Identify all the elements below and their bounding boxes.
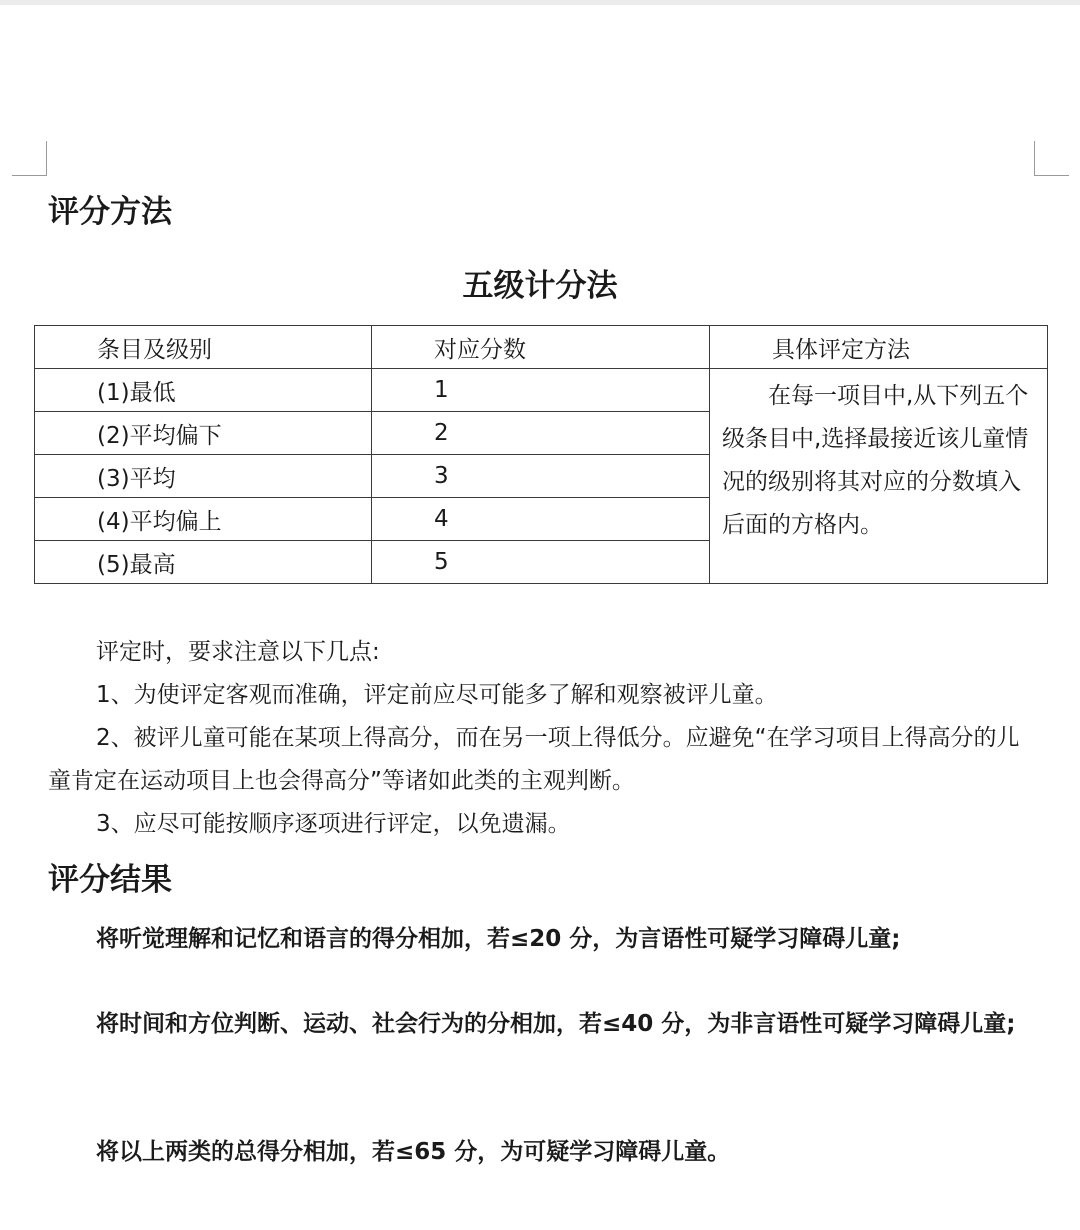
notes-intro: 评定时，要求注意以下几点:: [96, 639, 380, 665]
table-cell-level: (2)平均偏下: [35, 412, 372, 455]
table-header-row: [35, 326, 1048, 369]
table-row: [35, 369, 1048, 412]
section-heading-scoring-method: 评分方法: [48, 194, 172, 230]
result-item-1: 将听觉理解和记忆和语言的得分相加，若≤20 分，为言语性可疑学习障碍儿童;: [96, 926, 901, 952]
section-heading-scoring-results: 评分结果: [48, 862, 172, 898]
table-cell-score: 2: [372, 412, 710, 455]
table-header-method: 具体评定方法: [710, 326, 1048, 369]
scoring-table: [34, 325, 1048, 584]
table-cell-level: (1)最低: [35, 369, 372, 412]
page-corner-mark-left: [12, 141, 47, 176]
note-item-1: 1、为使评定客观而准确，评定前应尽可能多了解和观察被评儿童。: [96, 682, 778, 708]
table-cell-method-text: 在每一项目中,从下列五个级条目中,选择最接近该儿童情况的级别将其对应的分数填入后面的方格内。: [710, 369, 1048, 584]
note-item-3: 3、应尽可能按顺序逐项进行评定，以免遗漏。: [96, 811, 571, 837]
table-cell-score: 5: [372, 541, 710, 584]
table-cell-score: 1: [372, 369, 710, 412]
table-cell-level: (3)平均: [35, 455, 372, 498]
result-item-2: 将时间和方位判断、运动、社会行为的分相加，若≤40 分，为非言语性可疑学习障碍儿童;: [96, 1011, 1016, 1037]
table-header-level: 条目及级别: [35, 326, 372, 369]
table-cell-level: (5)最高: [35, 541, 372, 584]
table-cell-level: (4)平均偏上: [35, 498, 372, 541]
page-corner-mark-right: [1034, 141, 1069, 176]
table-cell-score: 3: [372, 455, 710, 498]
table-cell-score: 4: [372, 498, 710, 541]
top-border-strip: [0, 0, 1080, 5]
result-item-3: 将以上两类的总得分相加，若≤65 分，为可疑学习障碍儿童。: [96, 1139, 731, 1165]
table-title: 五级计分法: [462, 268, 618, 304]
table-header-score: 对应分数: [372, 326, 710, 369]
note-item-2: 2、被评儿童可能在某项上得高分，而在另一项上得低分。应避免“在学习项目上得高分的儿童肯定在运动项目上也会得高分”等诸如此类的主观判断。: [48, 725, 1020, 794]
